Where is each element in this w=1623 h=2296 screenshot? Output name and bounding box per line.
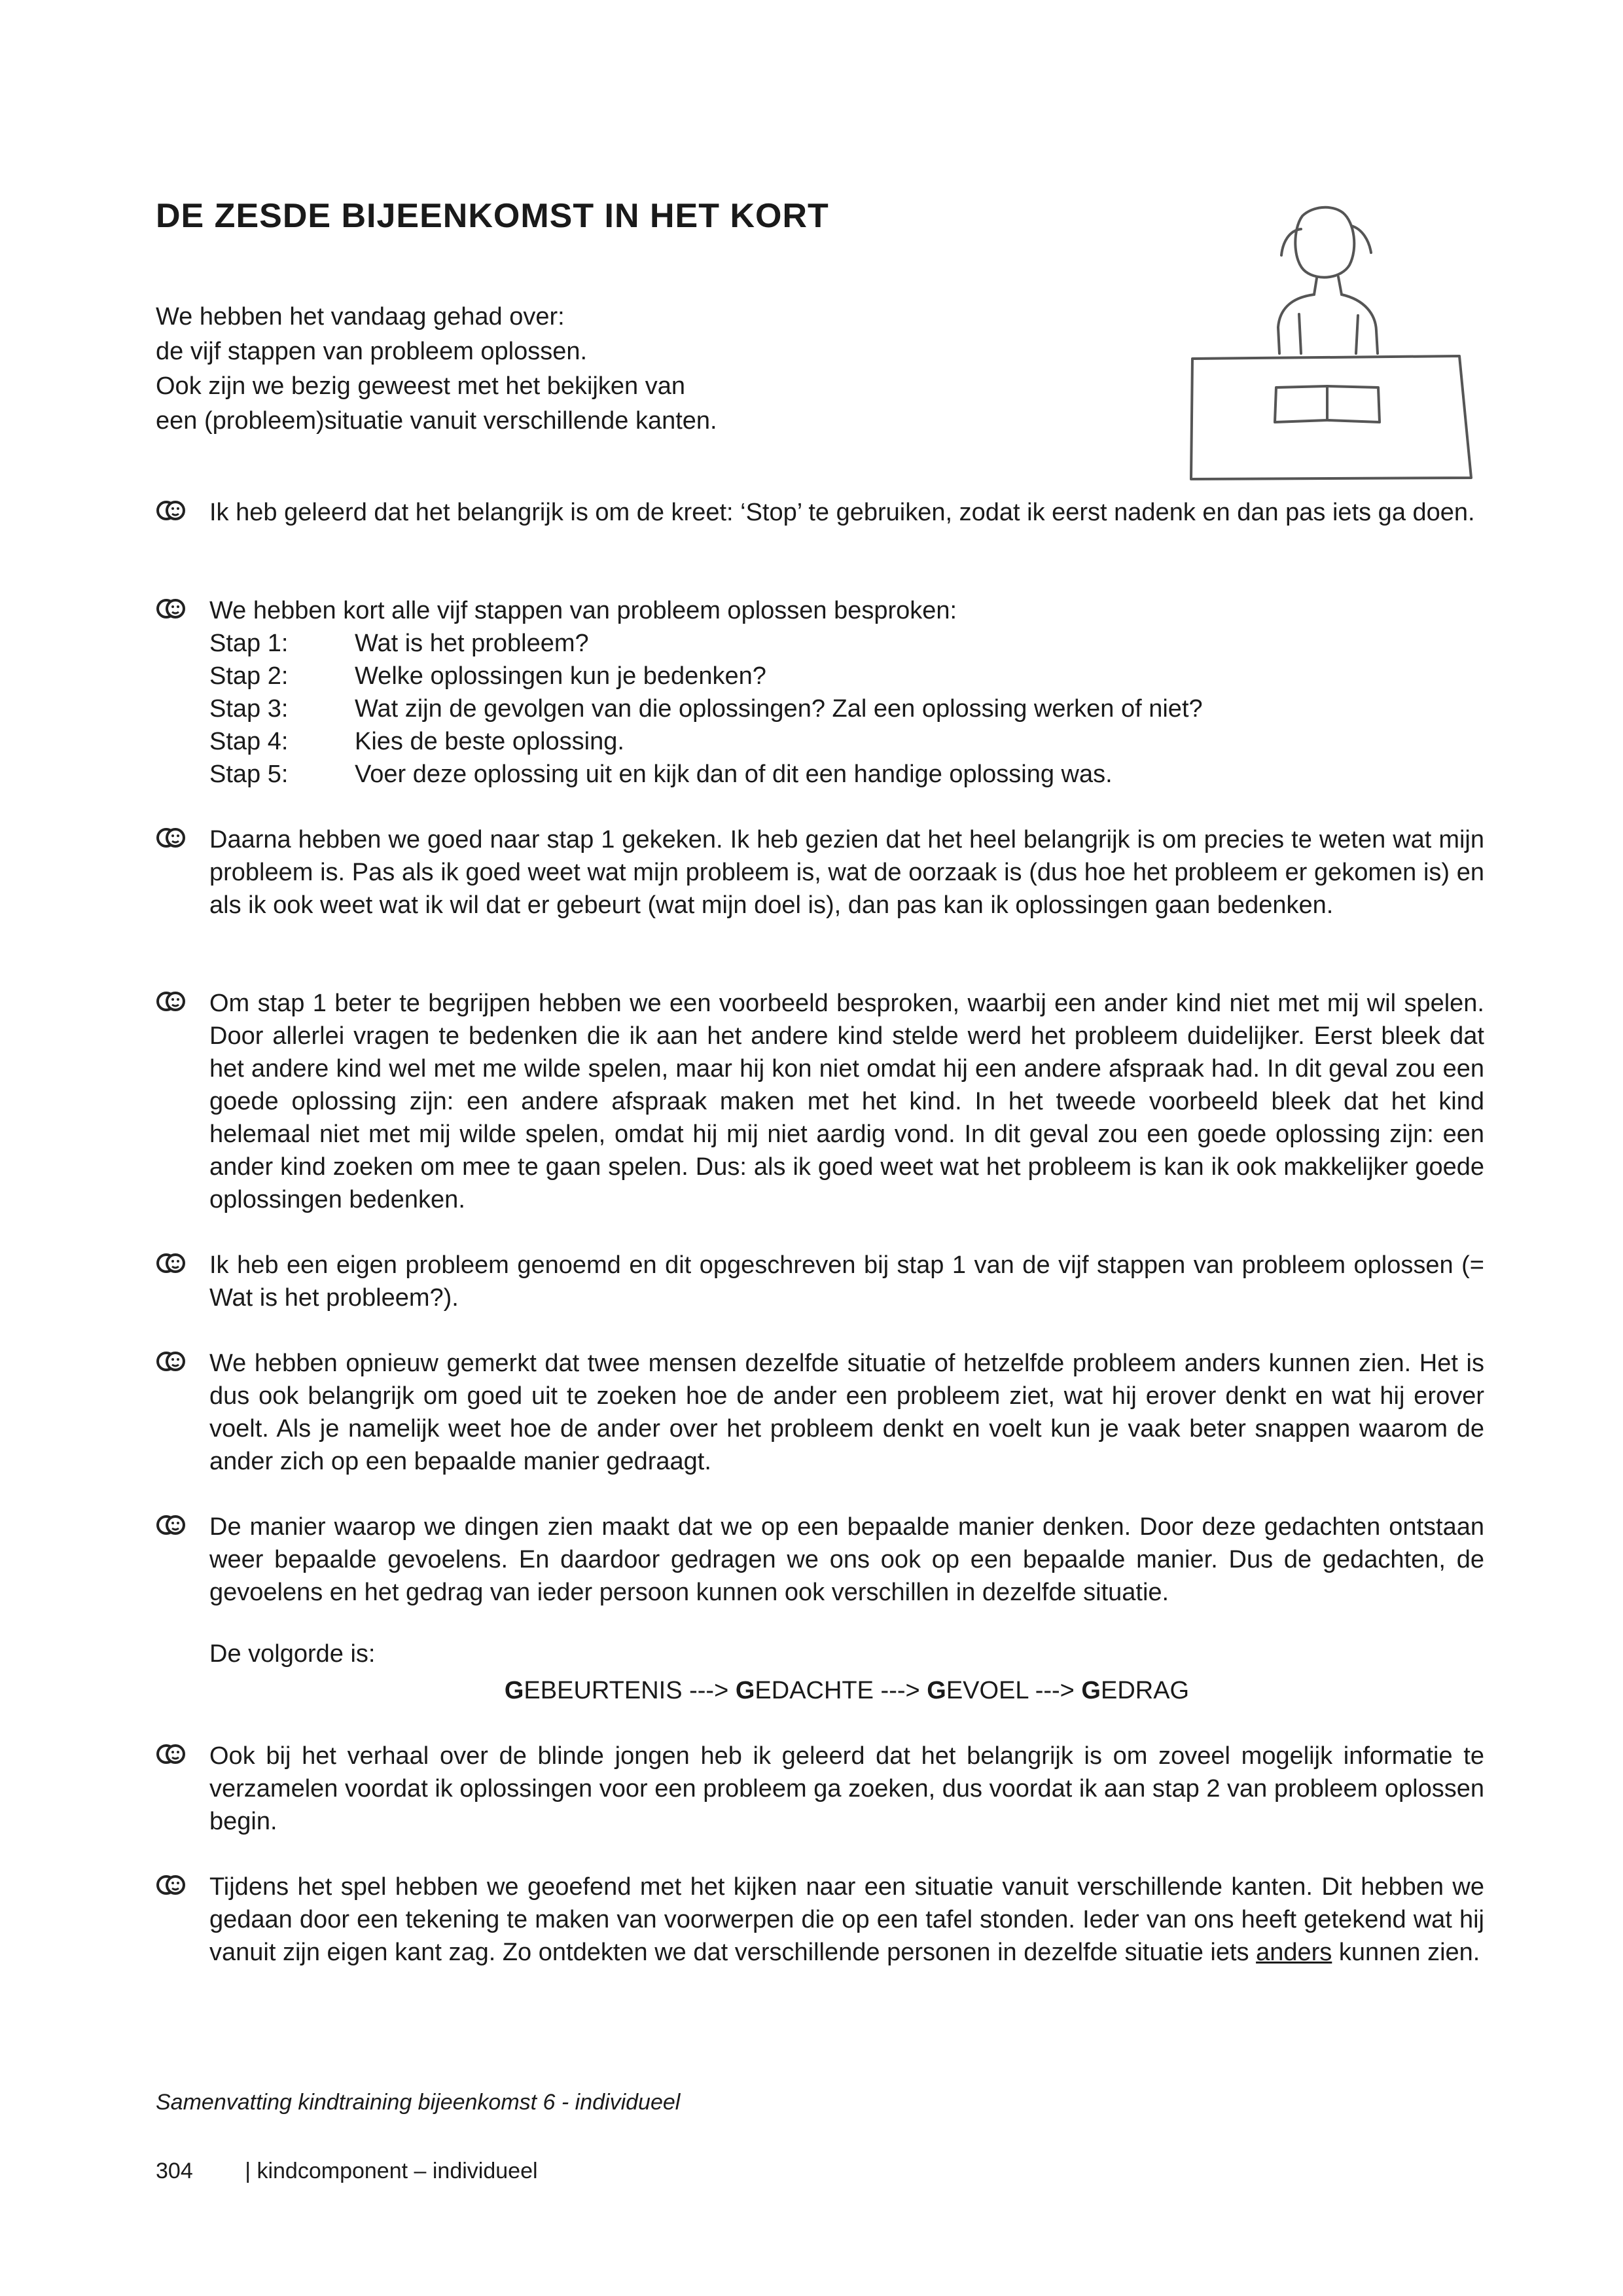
intro-line: We hebben het vandaag gehad over:: [156, 303, 565, 331]
summary-caption: Samenvatting kindtraining bijeenkomst 6 - individueel: [156, 2090, 681, 2115]
bullet-item: [156, 594, 1484, 791]
sequence-word: EDRAG: [1100, 1677, 1190, 1704]
page-title: DE ZESDE BIJEENKOMST IN HET KORT: [156, 197, 829, 235]
girl-reading-illustration: [1171, 190, 1486, 497]
two-faces-icon: [156, 1512, 186, 1538]
sequence-letter: G: [927, 1677, 946, 1704]
two-faces-icon: [156, 1348, 186, 1374]
two-faces-icon: [156, 825, 186, 851]
step-text: Wat zijn de gevolgen van die oplossingen? Zal een oplossing werken of niet?: [355, 695, 1203, 723]
bullet-item: [156, 1511, 1484, 1707]
step-text: Voer deze oplossing uit en kijk dan of dit een handige oplossing was.: [355, 761, 1113, 788]
intro-text: [156, 300, 1137, 439]
page-footer: [156, 2159, 538, 2184]
bullet-text: We hebben kort alle vijf stappen van probleem oplossen besproken:: [209, 597, 957, 624]
bullet-text: [209, 1871, 1484, 1969]
step-text: Kies de beste oplossing.: [355, 728, 624, 755]
sequence-word: EDACHTE --->: [755, 1677, 927, 1704]
bullet-text: De manier waarop we dingen zien maakt dat we op een bepaalde manier denken. Door deze gedachten ontstaan weer bepaalde gevoelens. En daardoor gedragen we ons ook op een bepaalde manier. Dus de gedachten, de gevoelens en het gedrag van ieder persoon kunnen ook verschillen in dezelfde situatie.: [209, 1513, 1484, 1606]
step-label: Stap 2:: [209, 662, 289, 690]
step-label: Stap 3:: [209, 695, 289, 723]
footer-section: | kindcomponent – individueel: [245, 2159, 538, 2183]
intro-line: Ook zijn we bezig geweest met het bekijken van: [156, 372, 685, 400]
bullet-text: Ik heb geleerd dat het belangrijk is om de kreet: ‘Stop’ te gebruiken, zodat ik eerst nadenk en dan pas iets ga doen.: [209, 499, 1475, 526]
sequence-word: EVOEL --->: [946, 1677, 1082, 1704]
step-label: Stap 5:: [209, 761, 289, 788]
bullet-item: [156, 823, 1484, 922]
intro-line: de vijf stappen van probleem oplossen.: [156, 338, 588, 365]
bullet-item: [156, 1871, 1484, 1969]
step-row: [209, 758, 1484, 791]
page-number: 304: [156, 2159, 193, 2183]
sequence-word: EBEURTENIS --->: [524, 1677, 736, 1704]
step-row: [209, 627, 1484, 660]
sequence-letter: G: [1081, 1677, 1101, 1704]
two-faces-icon: [156, 1872, 186, 1898]
two-faces-icon: [156, 497, 186, 524]
bullet-text: Daarna hebben we goed naar stap 1 gekeken. Ik heb gezien dat het heel belangrijk is om precies te weten wat mijn probleem is. Pas als ik goed weet wat mijn probleem is, wat de oorzaak is (dus hoe het probleem er gekomen is) en als ik ook weet wat ik wil dat er gebeurt (wat mijn doel is), dan pas kan ik oplossingen gaan bedenken.: [209, 826, 1484, 919]
step-label: Stap 1:: [209, 630, 289, 657]
bullet-text-part: kunnen zien.: [1332, 1939, 1480, 1966]
sequence-letter: G: [735, 1677, 755, 1704]
step-label: Stap 4:: [209, 728, 289, 755]
two-faces-icon: [156, 1250, 186, 1276]
step-text: Welke oplossingen kun je bedenken?: [355, 662, 766, 690]
bullet-text: We hebben opnieuw gemerkt dat twee mensen dezelfde situatie of hetzelfde probleem anders kunnen zien. Het is dus ook belangrijk om goed uit te zoeken hoe de ander een probleem ziet, wat hij erover denkt en wat hij erover voelt. Als je namelijk weet hoe de ander over het probleem denkt en voelt kun je vaak beter snappen waarom de ander zich op een bepaalde manier gedraagt.: [209, 1350, 1484, 1475]
step-text: Wat is het probleem?: [355, 630, 589, 657]
steps-list: [209, 627, 1484, 791]
underlined-word: anders: [1256, 1939, 1332, 1966]
bullet-item: [156, 987, 1484, 1216]
step-row: [209, 660, 1484, 692]
two-faces-icon: [156, 596, 186, 622]
step-row: [209, 692, 1484, 725]
bullet-text-part: Tijdens het spel hebben we geoefend met het kijken naar een situatie vanuit verschillende kanten. Dit hebben we gedaan door een tekening te maken van voorwerpen die op een tafel stonden. Ieder van ons heeft getekend wat hij vanuit zijn eigen kant zag. Zo ontdekten we dat verschillende personen in dezelfde situatie iets: [209, 1873, 1484, 1966]
bullet-item: [156, 1740, 1484, 1838]
two-faces-icon: [156, 1741, 186, 1767]
sequence: [209, 1674, 1484, 1707]
bullet-item: [156, 1249, 1484, 1314]
bullet-item: [156, 1347, 1484, 1478]
intro-line: een (probleem)situatie vanuit verschillende kanten.: [156, 407, 717, 435]
sequence-letter: G: [504, 1677, 524, 1704]
bullet-text: Ik heb een eigen probleem genoemd en dit opgeschreven bij stap 1 van de vijf stappen van probleem oplossen (= Wat is het probleem?).: [209, 1251, 1484, 1312]
bullet-item: [156, 496, 1484, 529]
step-row: [209, 725, 1484, 758]
two-faces-icon: [156, 988, 186, 1014]
bullet-text: Ook bij het verhaal over de blinde jongen heb ik geleerd dat het belangrijk is om zoveel mogelijk informatie te verzamelen voordat ik oplossingen voor een probleem ga zoeken, dus voordat ik aan stap 2 van probleem oplossen begin.: [209, 1742, 1484, 1835]
sequence-label: De volgorde is:: [209, 1640, 376, 1668]
bullet-text: Om stap 1 beter te begrijpen hebben we een voorbeeld besproken, waarbij een ander kind niet met mij wil spelen. Door allerlei vragen te bedenken die ik aan het andere kind stelde werd het probleem duidelijker. Eerst bleek dat het andere kind wel met me wilde spelen, maar hij kon niet omdat hij een andere afspraak had. In dit geval zou een goede oplossing zijn: een andere afspraak maken met het kind. In het tweede voorbeeld bleek dat het kind helemaal niet met mij wilde spelen, omdat hij mij niet aardig vond. In dit geval zou een goede oplossing zijn: een ander kind zoeken om mee te gaan spelen. Dus: als ik goed weet wat het probleem is kan ik ook makkelijker goede oplossingen bedenken.: [209, 990, 1484, 1213]
